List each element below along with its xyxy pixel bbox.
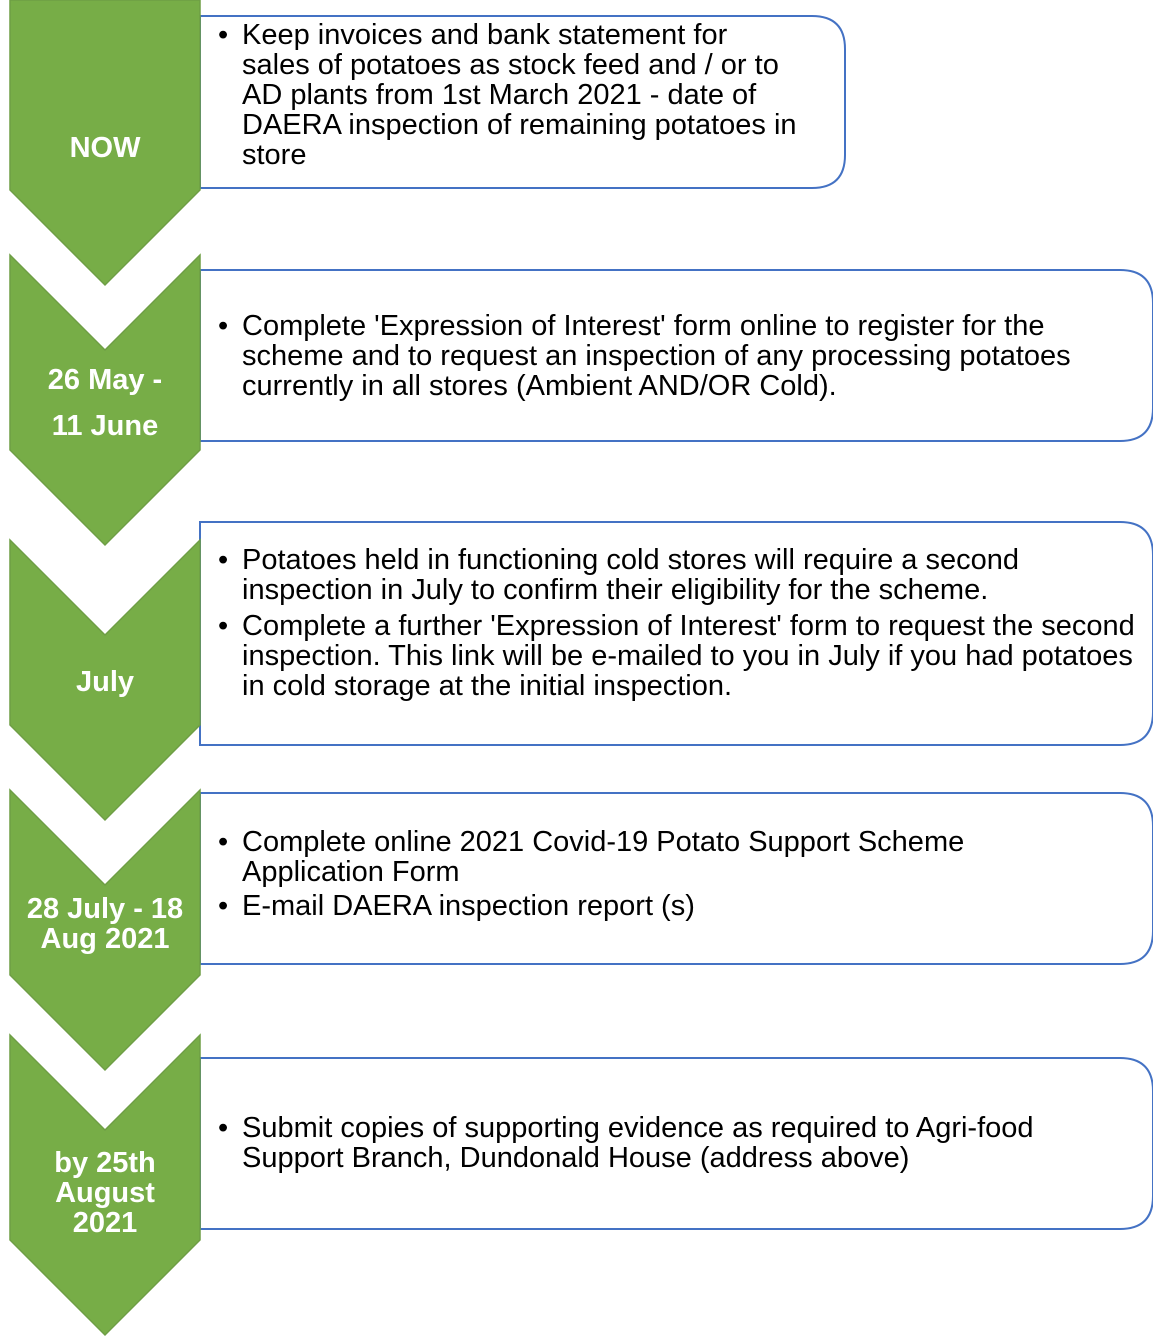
step-3-label [10, 667, 200, 697]
step-3-bullet: • Complete a further 'Expression of Interest' form to request the second inspection. This link will be e-mailed to you in July if you had potatoes in cold storage at the initial inspection. [200, 611, 1147, 701]
step-1-bullet-list [200, 20, 800, 170]
step-3-bullet: • Potatoes held in functioning cold stores will require a second inspection in July to confirm their eligibility for the scheme. [200, 545, 1147, 605]
step-1-label-line: NOW [69, 132, 141, 164]
step-1-text [200, 20, 800, 170]
step-5-bullet: • Submit copies of supporting evidence as required to Agri-food Support Branch, Dundonald House (address above) [200, 1113, 1110, 1173]
step-4-label-line: Aug 2021 [40, 923, 170, 955]
step-4-label [10, 894, 200, 954]
step-4-bullet: • Complete online 2021 Covid-19 Potato Support Scheme Application Form [200, 827, 1060, 887]
step-1-bullet: • Keep invoices and bank statement for sales of potatoes as stock feed and / or to AD plants from 1st March 2021 - date of DAERA inspection of remaining potatoes in store [200, 20, 800, 170]
step-5-label [10, 1148, 200, 1238]
step-5-label-line: August [55, 1177, 155, 1209]
step-4-label-line: 28 July - 18 [26, 893, 184, 925]
step-5-bullet-list [200, 1113, 1110, 1173]
step-4-bullet: • E-mail DAERA inspection report (s) [200, 891, 1060, 921]
step-2-bullet-list [200, 311, 1145, 401]
step-3-text [200, 545, 1147, 701]
step-2-label-line: 11 June [51, 410, 159, 442]
step-4-bullet-list [200, 827, 1060, 921]
step-5-text [200, 1113, 1110, 1173]
step-2-label-line: 26 May - [47, 364, 163, 396]
step-4-text [200, 827, 1060, 921]
step-2-text [200, 311, 1145, 401]
step-2-bullet: • Complete 'Expression of Interest' form online to register for the scheme and to request an inspection of any processing potatoes currently in all stores (Ambient AND/OR Cold). [200, 311, 1145, 401]
step-5-label-line: 2021 [72, 1207, 138, 1239]
step-2-label [10, 365, 200, 441]
step-3-bullet-list [200, 545, 1147, 701]
step-1-label [10, 133, 200, 163]
step-5-label-line: by 25th [54, 1147, 156, 1179]
step-3-label-line: July [75, 666, 135, 698]
